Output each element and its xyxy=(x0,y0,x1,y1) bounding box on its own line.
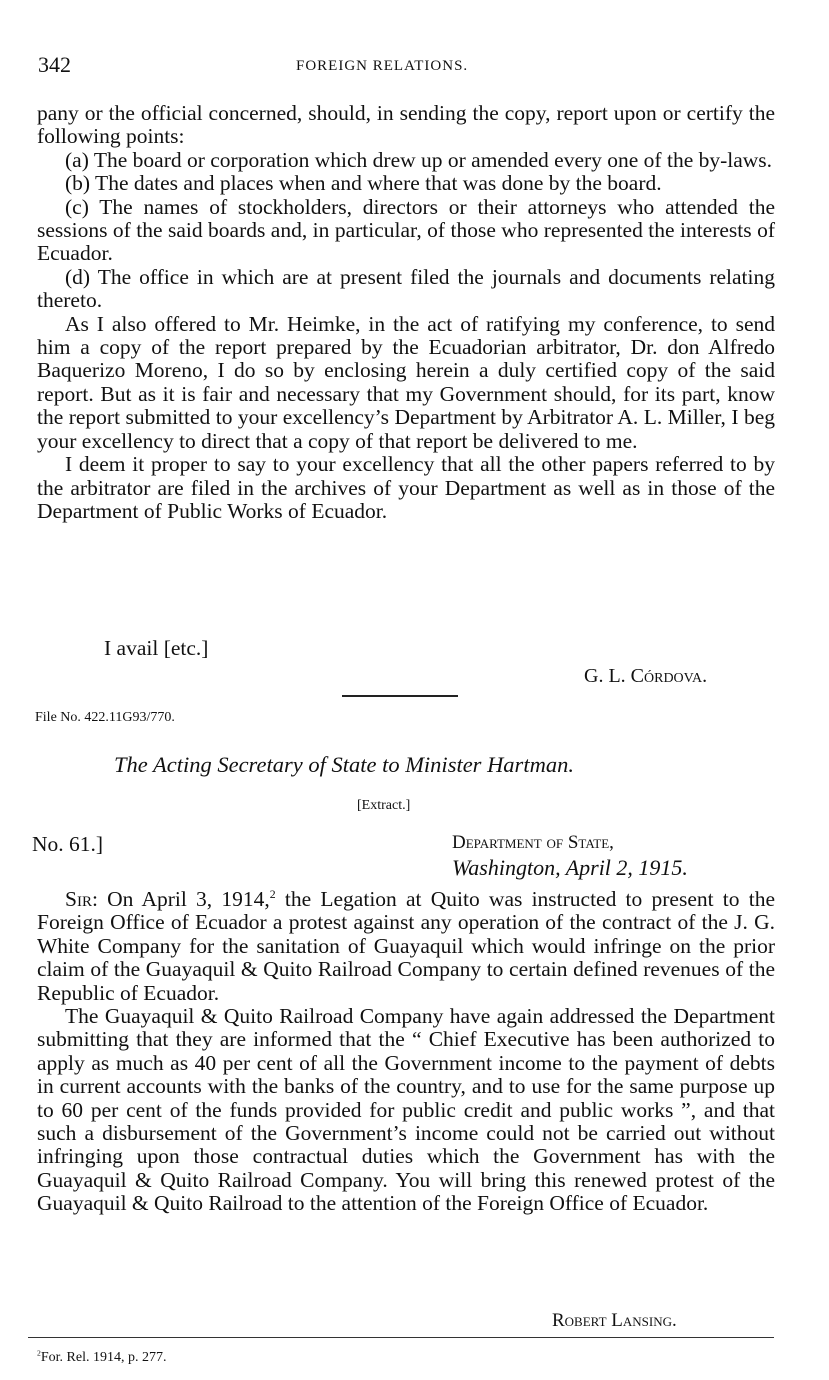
running-head: FOREIGN RELATIONS. xyxy=(296,58,469,74)
signature-lansing: Robert Lansing. xyxy=(552,1310,677,1331)
document-title: The Acting Secretary of State to Minister Hartman. xyxy=(114,752,574,777)
paragraph-point-c: (c) The names of stockholders, directors or their attorneys who attended the sessions of the said boards and, in particular, of those who represented the interests of Ecuador. xyxy=(37,194,775,266)
paragraph-renewed-protest: The Guayaquil & Quito Railroad Company have again addressed the Department submitting that they are informed that the “ Chief Executive has been authorized to apply as much as 40 per cent of all the Government income to the payment of debts in current accounts with the banks of the country, and to use for the same purpose up to 60 per cent of the funds provided for public credit and public works ”, and that such a disbursement of the Government’s income could not be carried out without infringing upon those contractual duties which the Government has with the Guayaquil & Quito Railroad Company. You will bring this renewed protest of the Guayaquil & Quito Railroad to the attention of the Foreign Office of Ecuador. xyxy=(37,1004,775,1216)
extract-label: [Extract.] xyxy=(357,798,411,813)
footnote-reference: 2 xyxy=(269,886,276,901)
paragraph-continuation: pany or the official concerned, should, in sending the copy, report upon or certify the following points: xyxy=(37,101,775,149)
paragraph-report-request: As I also offered to Mr. Heimke, in the act of ratifying my conference, to send him a copy of the report prepared by the Ecuadorian arbitrator, Dr. don Alfredo Baquerizo Moreno, I do so by enclosing herein a duly certified copy of the said report. But as it is fair and necessary that my Government should, for its part, know the report submitted to your excellency’s Department by Arbitrator A. L. Miller, I beg your excellency to direct that a copy of that report be delivered to me. xyxy=(37,311,775,453)
footnote xyxy=(37,1350,166,1366)
protest-text-end: the Legation at Quito was instructed to present to the Foreign Office of Ecuador a protest against any operation of the contract of the J. G. White Company for the sanitation of Guayaquil which would infringe on the prior claim of the Guayaquil & Quito Railroad Company to certain defined revenues of the Republic of Ecuador. xyxy=(37,887,775,1005)
letter-lansing-body xyxy=(37,888,775,1216)
paragraph-point-d: (d) The office in which are at present filed the journals and documents relating thereto. xyxy=(37,264,775,313)
closing-formula: I avail [etc.] xyxy=(104,636,209,660)
signature-cordova: G. L. Córdova. xyxy=(584,665,708,687)
footnote-text: For. Rel. 1914, p. 277. xyxy=(40,1350,167,1365)
letter-cordova-body xyxy=(37,102,775,523)
salutation: Sir: xyxy=(65,887,98,911)
paragraph-archives: I deem it proper to say to your excellency that all the other papers referred to by the arbitrator are filed in the archives of your Department as well as in those of the Department of Public Works of Ecuador. xyxy=(37,452,775,523)
footnote-marker: 2 xyxy=(37,1348,41,1358)
page-header xyxy=(38,52,778,82)
page-number: 342 xyxy=(38,52,71,77)
document-number: No. 61.] xyxy=(32,832,104,856)
protest-text-start: On April 3, 1914, xyxy=(107,887,270,911)
paragraph-point-b: (b) The dates and places when and where that was done by the board. xyxy=(65,171,662,196)
paragraph-point-a: (a) The board or corporation which drew up or amended every one of the by-laws. xyxy=(65,147,773,172)
paragraph-protest xyxy=(37,888,775,1005)
file-number: File No. 422.11G93/770. xyxy=(35,710,175,725)
section-divider xyxy=(342,695,458,697)
place-and-date: Washington, April 2, 1915. xyxy=(452,855,688,880)
footnote-rule xyxy=(28,1337,774,1338)
sender-department: Department of State, xyxy=(452,832,614,853)
